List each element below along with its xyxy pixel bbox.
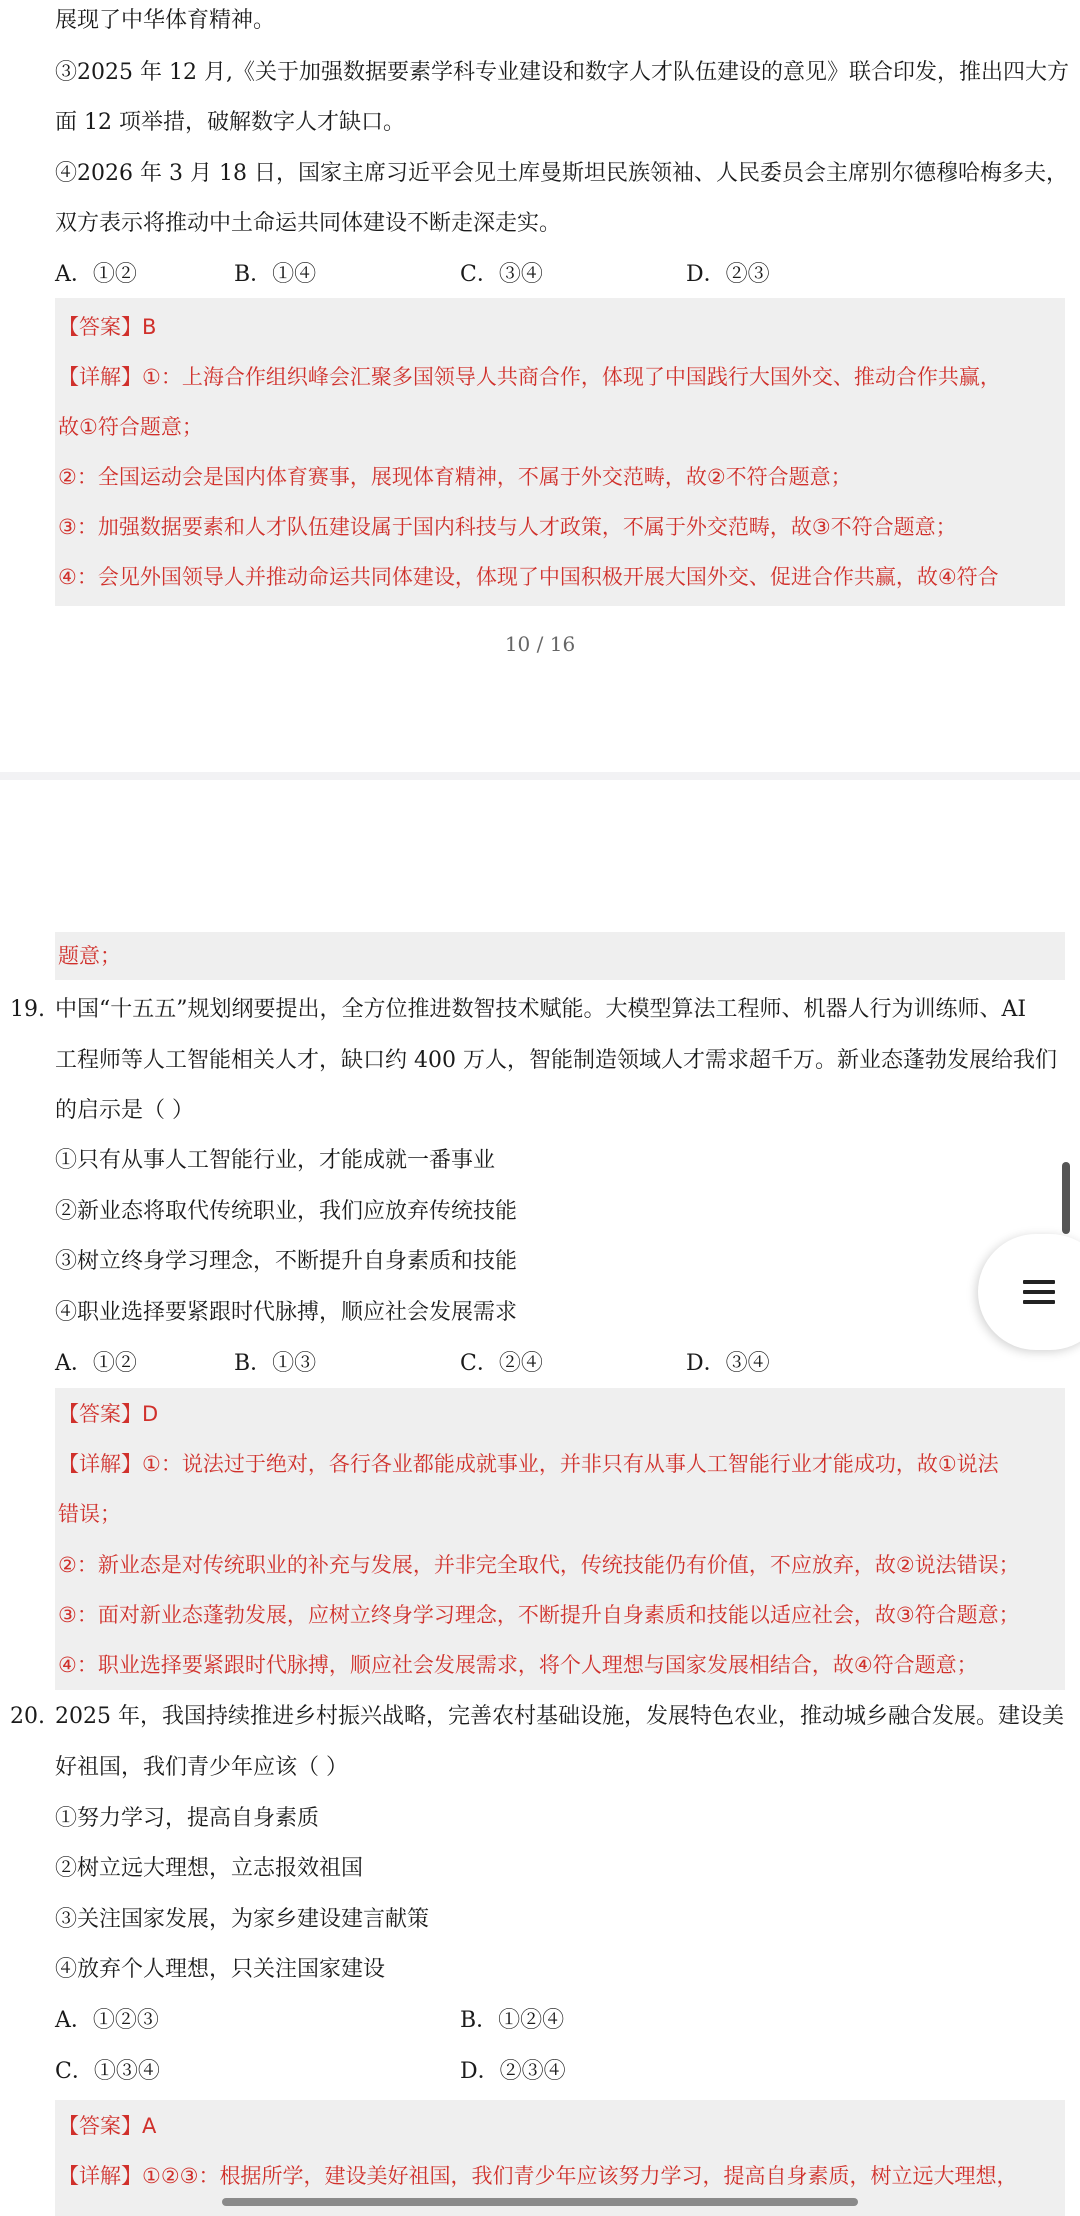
option-a: A．①②③ [55,2008,159,2033]
option-c: C．③④ [460,262,543,287]
detail-line: 错误； [58,1502,121,1526]
text-line: 2025 年，我国持续推进乡村振兴战略，完善农村基础设施，发展特色农业，推动城乡融合发展。建设美 [55,1704,1064,1729]
choice-statement: ③关注国家发展，为家乡建设建言献策 [55,1907,430,1932]
choice-statement: ①努力学习，提高自身素质 [55,1806,320,1831]
menu-button[interactable] [978,1234,1080,1350]
detail-line: 【详解】①②③：根据所学，建设美好祖国，我们青少年应该努力学习，提高自身素质，树立远大理想， [58,2164,1018,2188]
text-line: 双方表示将推动中土命运共同体建设不断走深走实。 [55,211,562,236]
scrollbar-thumb[interactable] [1062,1162,1070,1234]
detail-line: ④：职业选择要紧跟时代脉搏，顺应社会发展需求，将个人理想与国家发展相结合，故④符合题意； [58,1653,978,1677]
text-line: 中国“十五五”规划纲要提出，全方位推进数智技术赋能。大模型算法工程师、机器人行为训练师、AI [55,997,1027,1022]
detail-line: 故①符合题意； [58,415,203,439]
choice-statement: ③树立终身学习理念，不断提升自身素质和技能 [55,1249,518,1274]
answer-block [55,1388,1065,1690]
choice-statement: ②新业态将取代传统职业，我们应放弃传统技能 [55,1199,518,1224]
option-b: B．①④ [234,262,317,287]
choice-statement: ④放弃个人理想，只关注国家建设 [55,1957,386,1982]
option-a: A．①② [55,1351,137,1376]
text-line: 工程师等人工智能相关人才，缺口约 400 万人，智能制造领域人才需求超千万。新业态蓬勃发展给我们 [55,1048,1057,1073]
answer-block-continued [55,932,1065,980]
answer-block [55,298,1065,606]
option-d: D．②③ [686,262,770,287]
option-b: B．①②④ [460,2008,565,2033]
answer-label: 【答案】D [58,1402,159,1426]
detail-line: ②：新业态是对传统职业的补充与发展，并非完全取代，传统技能仍有价值，不应放弃，故②说法错误； [58,1553,1020,1577]
page-separator [0,772,1080,780]
text-line: 展现了中华体育精神。 [55,8,276,33]
question-number: 20. [10,1704,45,1729]
option-c: C．①③④ [55,2059,160,2084]
question-number: 19. [10,997,45,1022]
option-b: B．①③ [234,1351,317,1376]
choice-statement: ②树立远大理想，立志报效祖国 [55,1856,364,1881]
choice-statement: ④职业选择要紧跟时代脉搏，顺应社会发展需求 [55,1300,518,1325]
option-a: A．①② [55,262,137,287]
option-c: C．②④ [460,1351,543,1376]
answer-label: 【答案】B [58,315,157,339]
text-line: ③2025 年 12 月,《关于加强数据要素学科专业建设和数字人才队伍建设的意见》联合印发，推出四大方 [55,60,1069,85]
text-line: 的启示是（ ） [55,1098,194,1123]
option-d: D．③④ [686,1351,770,1376]
detail-line: ③：加强数据要素和人才队伍建设属于国内科技与人才政策，不属于外交范畴，故③不符合题意； [58,515,957,539]
detail-line: 【详解】①：上海合作组织峰会汇聚多国领导人共商合作，体现了中国践行大国外交、推动合作共赢， [58,365,1001,389]
home-indicator[interactable] [222,2198,858,2206]
text-line: 面 12 项举措，破解数字人才缺口。 [55,110,405,135]
detail-line: ④：会见外国领导人并推动命运共同体建设，体现了中国积极开展大国外交、促进合作共赢，故④符合 [58,565,999,589]
text-line: 好祖国，我们青少年应该（ ） [55,1755,348,1780]
detail-line: ②：全国运动会是国内体育赛事，展现体育精神，不属于外交范畴，故②不符合题意； [58,465,852,489]
page-number: 10 / 16 [504,632,576,656]
answer-label: 【答案】A [58,2114,157,2138]
option-d: D．②③④ [460,2059,566,2084]
detail-line: 题意； [58,944,121,968]
detail-line: 【详解】①：说法过于绝对，各行各业都能成就事业，并非只有从事人工智能行业才能成功，故①说法 [58,1452,999,1476]
choice-statement: ①只有从事人工智能行业，才能成就一番事业 [55,1148,496,1173]
text-line: ④2026 年 3 月 18 日，国家主席习近平会见土库曼斯坦民族领袖、人民委员会主席别尔德穆哈梅多夫， [55,161,1068,186]
detail-line: ③：面对新业态蓬勃发展，应树立终身学习理念，不断提升自身素质和技能以适应社会，故③符合题意； [58,1603,1020,1627]
